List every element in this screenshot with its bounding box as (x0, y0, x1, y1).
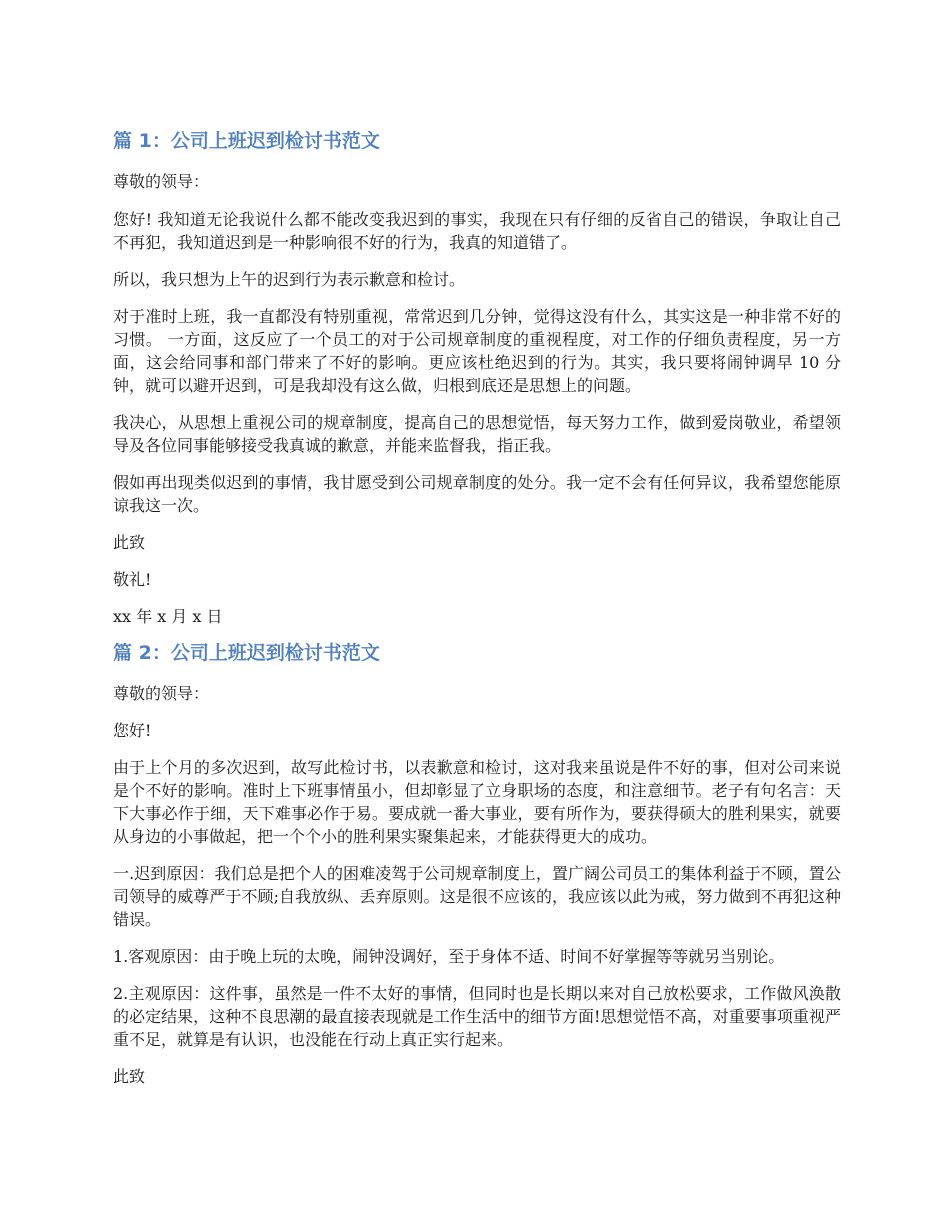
closing-line: 此致 (113, 1067, 146, 1086)
paragraph: 1.客观原因：由于晚上玩的太晚，闹钟没调好，至于身体不适、时间不好掌握等等就另当别论。 (113, 947, 785, 966)
paragraph: 您好! 我知道无论我说什么都不能改变我迟到的事实，我现在只有仔细的反省自己的错误，争取让自己不再犯，我知道迟到是一种影响很不好的行为，我真的知道错了。 (113, 210, 841, 252)
salutation: 尊敬的领导： (113, 684, 210, 703)
paragraph: 对于准时上班，我一直都没有特别重视，常常迟到几分钟，觉得这没有什么，其实这是一种非常不好的习惯。 一方面，这反应了一个员工的对于公司规章制度的重视程度，对工作的仔细负责程度，另一方面，这会给同事和部门带来了不好的影响。更应该杜绝迟到的行为。其实，我只要将闹钟调早 10 分钟，就可以避开迟到，可是我却没有这么做，归根到底还是思想上的问题。 (113, 307, 841, 395)
paragraph: 假如再出现类似迟到的事情，我甘愿受到公司规章制度的处分。我一定不会有任何异议，我希望您能原谅我这一次。 (113, 473, 841, 515)
closing-line: 敬礼! (113, 570, 152, 589)
greeting: 您好! (113, 721, 152, 740)
salutation: 尊敬的领导： (113, 172, 210, 191)
paragraph: 一.迟到原因：我们总是把个人的困难凌驾于公司规章制度上，置广阔公司员工的集体利益于不顾，置公司领导的威尊严于不顾;自我放纵、丢弃原则。这是很不应该的，我应该以此为戒，努力做到不再犯这种错误。 (113, 864, 841, 929)
section-title-1: 篇 1：公司上班迟到检讨书范文 (113, 130, 380, 152)
closing-line: 此致 (113, 533, 146, 552)
paragraph: 2.主观原因：这件事，虽然是一件不太好的事情，但同时也是长期以来对自己放松要求，工作做风涣散的必定结果，这种不良思潮的最直接表现就是工作生活中的细节方面!思想觉悟不高，对重要事项重视严重不足，就算是有认识，也没能在行动上真正实行起来。 (113, 984, 841, 1049)
paragraph: 由于上个月的多次迟到，故写此检讨书，以表歉意和检讨，这对我来虽说是件不好的事，但对公司来说是个不好的影响。准时上下班事情虽小，但却彰显了立身职场的态度，和注意细节。老子有句名言：天下大事必作于细，天下难事必作于易。要成就一番大事业，要有所作为，要获得硕大的胜利果实，就要从身边的小事做起，把一个个小的胜利果实聚集起来，才能获得更大的成功。 (113, 758, 841, 846)
section-title-2: 篇 2：公司上班迟到检讨书范文 (113, 642, 380, 664)
paragraph: 我决心，从思想上重视公司的规章制度，提高自己的思想觉悟，每天努力工作，做到爱岗敬业，希望领导及各位同事能够接受我真诚的歉意，并能来监督我，指正我。 (113, 413, 841, 455)
document-page (113, 126, 841, 1088)
date-line: xx 年 x 月 x 日 (113, 607, 223, 626)
paragraph: 所以，我只想为上午的迟到行为表示歉意和检讨。 (113, 270, 466, 289)
